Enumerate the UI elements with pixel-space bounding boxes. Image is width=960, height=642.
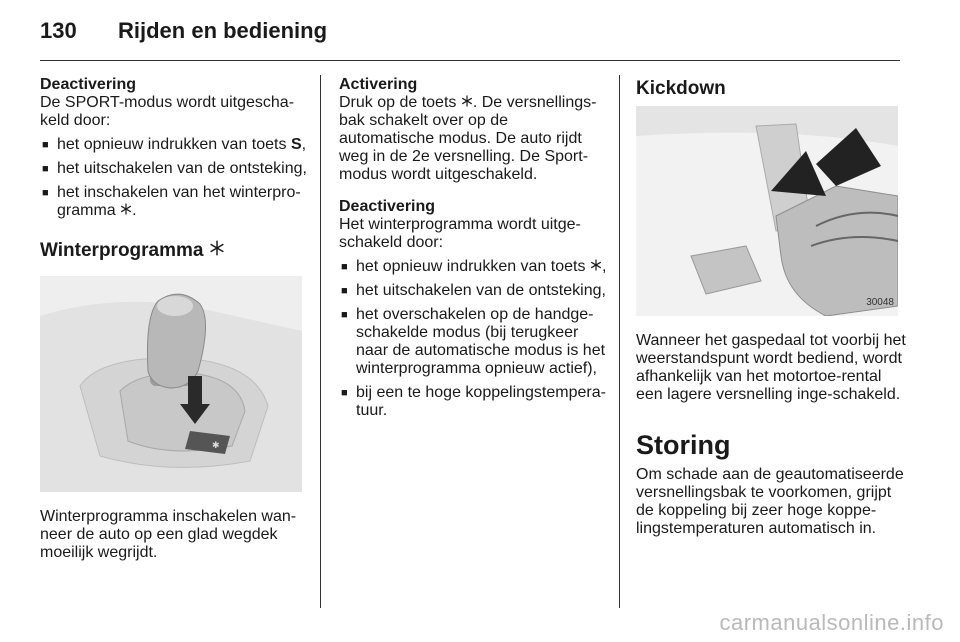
column-2 <box>339 76 607 426</box>
kickdown-heading: Kickdown <box>636 78 726 99</box>
snowflake-icon <box>120 203 132 215</box>
winter-activation-text: Druk op de toets . De versnellings-bak schakelt over op de automatische modus. De auto rijdt weg in de 2e versnelling. De Sport-modus wordt uitgeschakeld. <box>339 94 597 183</box>
snowflake-icon <box>590 259 602 271</box>
column-divider-2 <box>619 75 620 608</box>
kickdown-illustration <box>636 106 898 316</box>
gear-selector-illustration <box>40 276 302 492</box>
column-1 <box>40 76 308 562</box>
winter-deactivation-intro: Het winterprogramma wordt uitge-schakeld door: <box>339 216 581 251</box>
snowflake-icon <box>209 240 225 256</box>
svg-text:✱: ✱ <box>212 441 220 451</box>
storing-text: Om schade aan de geautomatiseerde versnellingsbak te voorkomen, grijpt de koppeling bij zeer hoge koppe-lingstemperaturen automatisch in. <box>636 466 904 537</box>
winter-program-caption: Winterprogramma inschakelen wan-neer de auto op een glad wegdek moeilijk wegrijdt. <box>40 508 297 561</box>
gear-selector-figure <box>40 276 302 492</box>
key-s: S <box>290 136 302 153</box>
column-3 <box>636 76 906 538</box>
list-item: ■ het uitschakelen van de ontsteking, <box>40 160 308 178</box>
winter-activation-title: Activering <box>339 76 418 93</box>
sport-deactivation-list <box>40 136 308 220</box>
kickdown-figure <box>636 106 898 316</box>
snowflake-icon <box>461 95 473 107</box>
watermark: carmanualsonline.info <box>719 610 944 635</box>
column-divider-1 <box>320 75 321 608</box>
page-number: 130 <box>40 18 77 43</box>
list-item: ■ bij een te hoge koppelingstempera-tuur. <box>339 384 607 420</box>
list-item: ■ het overschakelen op de handge-schakelde modus (bij terugkeer naar de automatische modus is het winterprogramma opnieuw actief), <box>339 306 607 378</box>
sport-deactivation-title: Deactivering <box>40 76 137 93</box>
list-item: ■ het inschakelen van het winterpro-gramma . <box>40 184 308 220</box>
winter-deactivation-list <box>339 258 607 420</box>
figure-number: 30048 <box>866 297 894 308</box>
kickdown-text: Wanneer het gaspedaal tot voorbij het weerstandspunt wordt bediend, wordt afhankelijk van het motortoe-rental een lagere versnelling inge-schakeld. <box>636 332 906 403</box>
sport-deactivation-intro: De SPORT-modus wordt uitgescha-keld door: <box>40 94 295 129</box>
list-item: ■ het opnieuw indrukken van toets , <box>339 258 607 276</box>
winter-program-heading: Winterprogramma <box>40 240 308 262</box>
page-header <box>40 18 327 48</box>
storing-heading: Storing <box>636 430 731 460</box>
header-rule <box>40 60 900 61</box>
page-title: Rijden en bediening <box>118 18 328 43</box>
list-item: ■ het opnieuw indrukken van toets S, <box>40 136 308 154</box>
list-item: ■ het uitschakelen van de ontsteking, <box>339 282 607 300</box>
winter-deactivation-title: Deactivering <box>339 198 436 215</box>
